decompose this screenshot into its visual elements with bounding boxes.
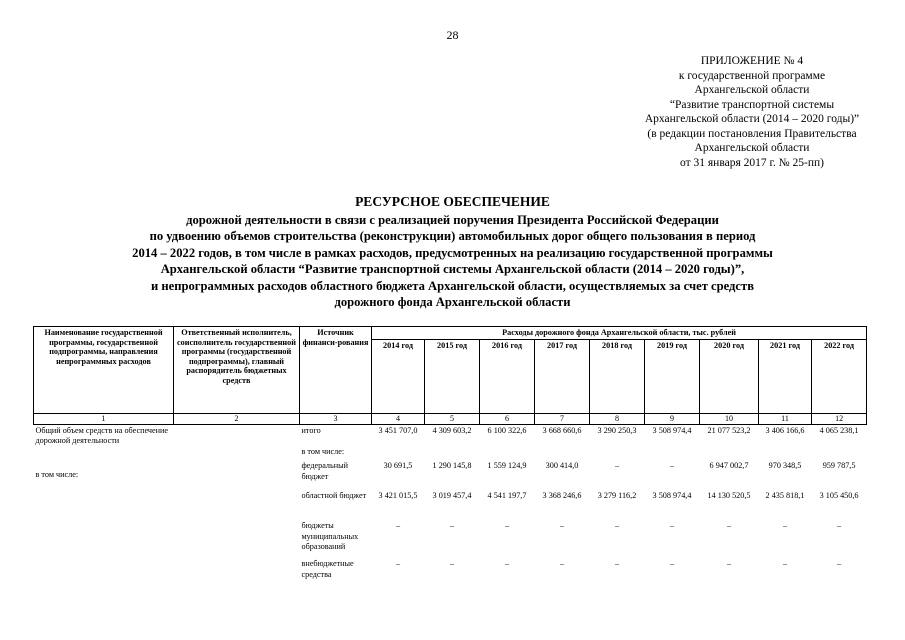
value-cell: 959 787,5: [822, 461, 856, 470]
value-cell: 1 290 145,8: [432, 461, 472, 470]
value-cell: –: [726, 521, 732, 530]
description-cell: [34, 520, 174, 558]
value-cell: –: [395, 559, 401, 568]
appendix-line: (в редакции постановления Правительства: [647, 127, 857, 140]
column-number: 11: [759, 413, 812, 424]
source-cell: в том числе:: [301, 447, 345, 456]
value-cell: 4 065 238,1: [819, 425, 859, 435]
value-cell: [535, 446, 590, 460]
value-cell: 3 668 660,6: [542, 425, 582, 435]
description-cell: [34, 558, 174, 582]
value-cell: –: [504, 521, 510, 530]
value-cell: [480, 446, 535, 460]
value-cell: 30 691,5: [383, 461, 413, 470]
executor-cell: [174, 558, 300, 582]
value-cell: [425, 446, 480, 460]
value-cell: 2 435 818,1: [765, 491, 805, 500]
header-year: 2022 год: [812, 339, 867, 413]
header-year: 2018 год: [590, 339, 645, 413]
value-cell: –: [395, 521, 401, 530]
value-cell: –: [559, 521, 565, 530]
appendix-line: Архангельской области: [694, 142, 810, 154]
value-cell: –: [614, 461, 620, 470]
description-sub: в том числе:: [35, 469, 79, 479]
value-cell: –: [669, 559, 675, 568]
value-cell: [700, 446, 759, 460]
value-cell: [645, 446, 700, 460]
description-text: Общий объем средств на обеспечение дорожной деятельности: [35, 425, 169, 445]
executor-cell: [174, 446, 300, 460]
value-cell: 3 508 974,4: [652, 491, 692, 500]
column-number: 10: [700, 413, 759, 424]
header-executor: Ответственный исполнитель, соисполнитель государственной программы (государственной подпрограммы), главный распорядитель бюджетных средств: [174, 327, 300, 414]
subtitle-line: и непрограммных расходов областного бюджета Архангельской области, осуществляемых за счет средств: [151, 278, 754, 293]
value-cell: 3 368 246,6: [542, 491, 582, 500]
value-cell: 4 541 197,7: [487, 491, 527, 500]
value-cell: 3 451 707,0: [378, 425, 418, 435]
value-cell: –: [782, 521, 788, 530]
value-cell: –: [559, 559, 565, 568]
value-cell: [759, 446, 812, 460]
appendix-line: к государственной программе: [678, 69, 826, 82]
header-expenses: Расходы дорожного фонда Архангельской области, тыс. рублей: [372, 327, 867, 340]
source-cell: областной бюджет: [301, 491, 367, 500]
value-cell: –: [669, 521, 675, 530]
description-cell: [34, 490, 174, 520]
source-cell: федеральный бюджет: [301, 461, 349, 481]
column-number: 12: [812, 413, 867, 424]
appendix-line: Архангельской области: [694, 84, 810, 96]
value-cell: 3 279 116,2: [597, 491, 637, 500]
value-cell: [812, 446, 867, 460]
subtitle-line: по удвоению объемов строительства (реконструкции) автомобильных дорог общего пользования в период: [149, 229, 756, 243]
value-cell: 14 130 520,5: [707, 491, 751, 500]
value-cell: –: [837, 559, 842, 568]
value-cell: 3 105 450,6: [819, 491, 859, 500]
value-cell: 21 077 523,2: [707, 425, 751, 435]
value-cell: –: [449, 521, 455, 530]
table-row: [34, 460, 867, 490]
column-number: 2: [174, 413, 300, 424]
column-number: 8: [590, 413, 645, 424]
value-cell: –: [614, 559, 620, 568]
column-number: 7: [535, 413, 590, 424]
value-cell: 3 406 166,6: [765, 425, 805, 435]
page-number: 28: [446, 28, 459, 42]
value-cell: –: [504, 559, 510, 568]
appendix-line: Архангельской области (2014 – 2020 годы)”: [644, 113, 860, 125]
header-year: 2020 год: [700, 339, 759, 413]
header-year: 2021 год: [759, 339, 812, 413]
appendix-line: “Развитие транспортной системы: [669, 98, 835, 111]
executor-cell: [174, 424, 300, 446]
header-year: 2015 год: [425, 339, 480, 413]
appendix-line: ПРИЛОЖЕНИЕ № 4: [700, 55, 804, 67]
executor-cell: [174, 460, 300, 490]
resource-table: [33, 326, 867, 582]
header-year: 2016 год: [480, 339, 535, 413]
header-source: Источник финанси-рования: [300, 327, 372, 414]
row-description: [34, 424, 174, 460]
value-cell: –: [837, 521, 842, 530]
executor-cell: [174, 520, 300, 558]
value-cell: 6 100 322,6: [487, 425, 527, 435]
column-number: 1: [34, 413, 174, 424]
source-cell: итого: [301, 425, 321, 435]
value-cell: 3 508 974,4: [652, 425, 692, 435]
value-cell: [372, 446, 425, 460]
column-number: 4: [372, 413, 425, 424]
value-cell: –: [782, 559, 788, 568]
source-cell: внебюджетные средства: [301, 559, 354, 579]
value-cell: [590, 446, 645, 460]
table-row: [34, 490, 867, 520]
subtitle-line: дорожной деятельности в связи с реализацией поручения Президента Российской Федерации: [186, 212, 719, 227]
value-cell: –: [669, 461, 675, 470]
header-year: 2014 год: [372, 339, 425, 413]
document-title-block: [0, 194, 905, 311]
value-cell: 6 947 002,7: [709, 461, 749, 470]
value-cell: –: [614, 521, 620, 530]
table-row: [34, 558, 867, 582]
column-number: 9: [645, 413, 700, 424]
appendix-line: от 31 января 2017 г. № 25-пп): [680, 156, 824, 169]
column-number: 5: [425, 413, 480, 424]
appendix-note: [586, 54, 905, 170]
table-body: [34, 424, 867, 582]
value-cell: –: [726, 559, 732, 568]
executor-cell: [174, 490, 300, 520]
document-title: РЕСУРСНОЕ ОБЕСПЕЧЕНИЕ: [355, 194, 550, 209]
column-number: 3: [300, 413, 372, 424]
column-number: 6: [480, 413, 535, 424]
subtitle-line: Архангельской области “Развитие транспортной системы Архангельской области (2014 – 2020 годы)”,: [160, 262, 745, 276]
value-cell: 3 421 015,5: [378, 491, 418, 500]
value-cell: 4 309 603,2: [432, 425, 472, 435]
table-row: [34, 424, 867, 446]
header-year: 2017 год: [535, 339, 590, 413]
value-cell: 970 348,5: [768, 461, 802, 470]
value-cell: 1 559 124,9: [487, 461, 527, 470]
value-cell: 3 290 250,3: [597, 425, 637, 435]
header-name: Наименование государственной программы, государственной подпрограммы, направления непрограммных расходов: [34, 327, 174, 414]
value-cell: –: [449, 559, 455, 568]
subtitle-line: 2014 – 2022 годов, в том числе в рамках расходов, предусмотренных на реализацию государственной программы: [132, 245, 773, 260]
table-row: [34, 520, 867, 558]
value-cell: 300 414,0: [545, 461, 579, 470]
header-year: 2019 год: [645, 339, 700, 413]
subtitle-line: дорожного фонда Архангельской области: [334, 295, 571, 309]
value-cell: 3 019 457,4: [432, 491, 472, 500]
source-cell: бюджеты муниципальных образований: [301, 521, 359, 551]
